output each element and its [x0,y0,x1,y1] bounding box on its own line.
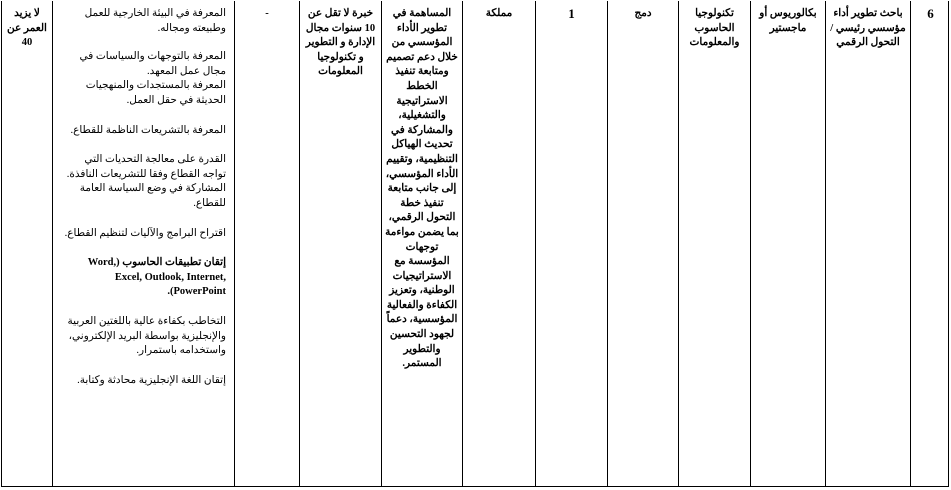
nationality-cell [462,1,535,486]
experience: خبرة لا تقل عن 10 سنوات مجال الإدارة و التطوير و تكنولوجيا المعلومات [305,8,376,78]
row-number-cell [910,1,950,486]
vacancies: 1 [568,6,575,21]
skill-item: المعرفة بالمستجدات والمنهجيات الحديثة في حقل العمل. [85,80,226,106]
qualification-cell [750,1,825,486]
skill-item: المعرفة في البيئة الخارجية للعمل وطبيعته ومجاله. [84,8,226,34]
age-limit: لا يزيد العمر عن 40 [7,8,47,49]
skill-item: إتقان اللغة الإنجليزية محادثة وكتابة. [77,374,226,386]
specialization: تكنولوجيا الحاسوب والمعلومات [689,8,740,49]
skill-item: المعرفة بالتوجهات والسياسات في مجال عمل المعهد. [79,51,226,77]
vacancies-cell [535,1,607,486]
skill-item: المشاركة في وضع السياسة العامة للقطاع. [79,183,226,209]
job-title: باحث تطوير أداء مؤسسي رئيسي /التحول الرقمي [830,8,906,49]
responsibilities-cell [381,1,462,486]
skill-item: المعرفة بالتشريعات الناظمة للقطاع. [70,124,226,136]
job-table [1,1,949,487]
responsibilities: المساهمة في تطوير الأداء المؤسسي من خلال دعم تصميم ومتابعة تنفيذ الخطط الاستراتيجية والتشغيلية، والمشاركة في تحديث الهياكل التنظيمية، وتقييم الأداء المؤسسي، إلى جانب متابعة تنفيذ خطة التحول الرقمي، بما يضمن مواءمة توجهات المؤسسة مع الاستراتيجيات الوطنية، وتعزيز الكفاءة والفعالية المؤسسية، دعماً لجهود التحسين والتطوير المستمر. [385,8,459,370]
other-cell [234,1,299,486]
nationality: مملكة [485,8,513,19]
qualification: بكالوريوس أو ماجستير [759,8,817,34]
row-number: 6 [927,6,934,21]
recruitment-type: دمج [634,8,652,19]
skill-item: التخاطب بكفاءة عالية باللغتين العربية والإنجليزية بواسطة البريد الإلكتروني، واستخدامه باستمرار. [67,315,226,357]
other-value: - [265,8,269,19]
skill-item: إتقان تطبيقات الحاسوب (Word, Excel, Outlook, Internet, PowerPoint). [87,257,226,298]
recruitment-type-cell [607,1,678,486]
skill-item: اقتراح البرامج والآليات لتنظيم القطاع. [64,227,226,239]
job-title-cell [825,1,910,486]
skill-item: القدرة على معالجة التحديات التي تواجه القطاع وفقا للتشريعات النافذة. [66,154,226,180]
age-cell [2,1,52,486]
specialization-cell [678,1,750,486]
skills-cell [52,1,234,486]
experience-cell [299,1,381,486]
